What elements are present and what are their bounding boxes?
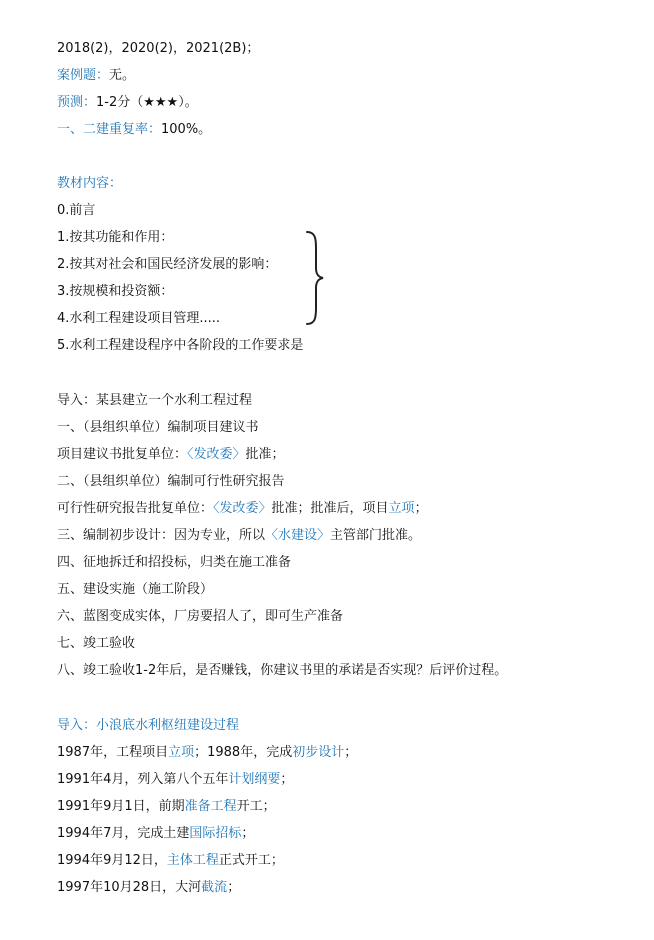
- row-3-keyword: 准备工程: [184, 799, 237, 814]
- intro1-approval-1: [57, 447, 285, 463]
- intro1-title: 导入：某县建立一个水利工程过程: [57, 393, 253, 408]
- content-item-2: 2.按其对社会和国民经济发展的影响：: [57, 257, 278, 272]
- approval-2-unit: 〈发改委〉: [213, 501, 272, 516]
- intro1-step-6: 六、蓝图变成实体，厂房要招人了，即可生产准备: [57, 609, 344, 624]
- intro1-step-5: 五、建设实施（施工阶段）: [57, 582, 214, 597]
- repeat-rate-line: [57, 122, 211, 138]
- intro1-step-7: 七、竣工验收: [57, 636, 136, 651]
- right-brace-icon: [301, 230, 329, 326]
- approval-1-unit: 〈发改委〉: [187, 447, 246, 462]
- approval-1-end: 批准；: [245, 447, 285, 462]
- step-3-end: 主管部门批准。: [330, 528, 422, 543]
- prediction-line: [57, 95, 198, 111]
- row-2-keyword: 计划纲要: [228, 772, 281, 787]
- intro2-row-5: [57, 853, 284, 869]
- case-question-line: [57, 68, 135, 84]
- row-1-c: ；1988年，完成: [194, 745, 293, 760]
- repeat-rate-label: 一、二建重复率：: [57, 122, 162, 137]
- intro2-row-1: [57, 745, 357, 761]
- content-item-1: 1.按其功能和作用：: [57, 230, 174, 245]
- case-label: 案例题：: [57, 68, 110, 83]
- content-item-5: 5.水利工程建设程序中各阶段的工作要求是: [57, 338, 304, 353]
- row-2-c: ；: [280, 772, 294, 787]
- content-item-0: 0.前言: [57, 203, 96, 218]
- row-1-a: 1987年，工程项目: [57, 745, 169, 760]
- intro2-title: 导入：小浪底水利枢纽建设过程: [57, 718, 240, 733]
- row-1-keyword-2: 初步设计: [292, 745, 345, 760]
- row-6-a: 1997年10月28日，大河: [57, 880, 202, 895]
- intro1-step-3: [57, 528, 421, 544]
- approval-2-end: ；: [414, 501, 428, 516]
- row-4-keyword: 国际招标: [189, 826, 242, 841]
- row-3-a: 1991年9月1日，前期: [57, 799, 185, 814]
- row-4-a: 1994年7月，完成土建: [57, 826, 190, 841]
- step-3-unit: 〈水建设〉: [265, 528, 331, 543]
- case-value: 无。: [109, 68, 136, 83]
- row-6-c: ；: [227, 880, 241, 895]
- intro1-step-1: 一、（县组织单位）编制项目建议书: [57, 420, 259, 435]
- history-years: 2018(2)，2020(2)，2021(2B)；: [57, 41, 260, 56]
- row-5-c: 正式开工；: [218, 853, 284, 868]
- content-item-4: 4.水利工程建设项目管理.....: [57, 311, 221, 326]
- approval-2-keyword: 立项: [388, 501, 415, 516]
- intro2-row-4: [57, 826, 254, 842]
- intro1-step-4: 四、征地拆迁和招投标，归类在施工准备: [57, 555, 292, 570]
- intro2-row-2: [57, 772, 293, 788]
- intro1-step-2: 二、（县组织单位）编制可行性研究报告: [57, 474, 285, 489]
- intro2-row-6: [57, 880, 240, 896]
- approval-1-text: 项目建议书批复单位：: [57, 447, 188, 462]
- approval-2-mid: 批准；批准后，项目: [271, 501, 389, 516]
- approval-2-text: 可行性研究报告批复单位：: [57, 501, 214, 516]
- row-2-a: 1991年4月，列入第八个五年: [57, 772, 229, 787]
- content-item-3: 3.按规模和投资额：: [57, 284, 174, 299]
- row-1-keyword-1: 立项: [168, 745, 195, 760]
- row-3-c: 开工；: [236, 799, 276, 814]
- prediction-value: 1-2分（★★★）。: [96, 95, 198, 110]
- intro1-approval-2: [57, 501, 428, 517]
- prediction-label: 预测：: [57, 95, 97, 110]
- row-4-c: ；: [241, 826, 255, 841]
- row-5-a: 1994年9月12日，: [57, 853, 167, 868]
- row-5-keyword: 主体工程: [166, 853, 219, 868]
- intro2-row-3: [57, 799, 276, 815]
- row-6-keyword: 截流: [201, 880, 228, 895]
- row-1-e: ；: [344, 745, 358, 760]
- step-3-text: 三、编制初步设计：因为专业，所以: [57, 528, 266, 543]
- intro1-step-8: 八、竣工验收1-2年后，是否赚钱，你建议书里的承诺是否实现？后评价过程。: [57, 663, 508, 678]
- content-heading: 教材内容：: [57, 176, 123, 191]
- repeat-rate-value: 100%。: [161, 122, 212, 137]
